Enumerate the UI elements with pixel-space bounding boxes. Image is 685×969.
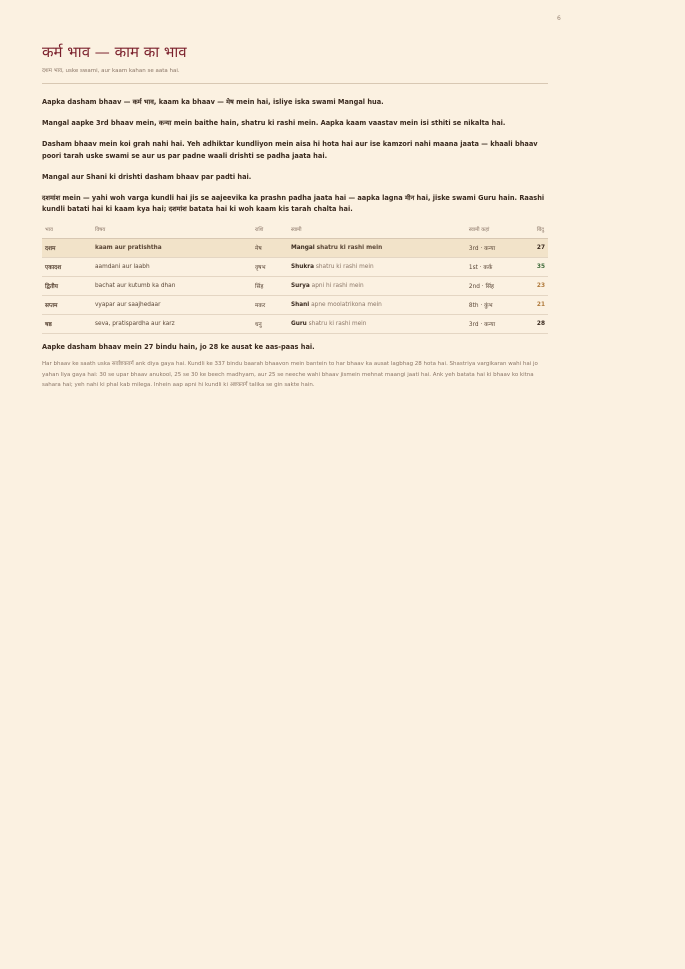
bindu-cell: 28 bbox=[534, 315, 548, 334]
lord-cell bbox=[288, 239, 466, 258]
house-table bbox=[42, 225, 548, 334]
footnote: Har bhaav ke saath uska सर्वाष्टकवर्ग ank diya gaya hai. Kundli ke 337 bindu baarah bhaavon mein bantein to har bhaav ka ausat lagbhag 28 hota hai. Shastriya vargikaran wahi hai jo yahan liya gaya hai: 30 se upar bhaav anukool, 25 se 30 ke beech madhyam, aur 25 se neeche wahi bhaav jismein mehnat maangi jaati hai. Ank yeh batata hai ki bhaav ko kitna sahara hai; yeh nahi ki phal kab milega. Inhein aap apni hi kundli ki अष्टकवर्ग talika se gin sakte hain. bbox=[42, 361, 538, 389]
lord-note: shatru ki rashi mein bbox=[315, 264, 374, 271]
lord-name: Surya bbox=[290, 283, 310, 290]
table-row bbox=[42, 239, 548, 258]
signifies-cell: vyapar aur saajhedaar bbox=[92, 296, 252, 315]
lord-name: Shukra bbox=[290, 264, 314, 271]
house-cell: सप्तम bbox=[42, 296, 92, 315]
table-row bbox=[42, 277, 548, 296]
signifies-cell: kaam aur pratishtha bbox=[92, 239, 252, 258]
lord-note: shatru ki rashi mein bbox=[316, 245, 383, 252]
placement-cell: 8th · कुंभ bbox=[466, 296, 534, 315]
column-header-house: भाव bbox=[42, 225, 92, 239]
bindu-cell: 35 bbox=[534, 258, 548, 277]
page-number: 6 bbox=[557, 15, 561, 22]
lord-note: shatru ki rashi mein bbox=[308, 321, 367, 328]
column-header-lord: स्वामी bbox=[288, 225, 466, 239]
placement-cell: 3rd · कन्या bbox=[466, 315, 534, 334]
column-header-placement: स्वामी कहां bbox=[466, 225, 534, 239]
lord-cell bbox=[288, 296, 466, 315]
page-title: कर्म भाव — काम का भाव bbox=[42, 43, 187, 61]
column-header-signifies: विषय bbox=[92, 225, 252, 239]
house-cell: दशम bbox=[42, 239, 92, 258]
bindu-cell: 27 bbox=[534, 239, 548, 258]
lord-cell bbox=[288, 315, 466, 334]
lord-note: apne moolatrikona mein bbox=[311, 302, 382, 309]
sign-cell: सिंह bbox=[252, 277, 288, 296]
lord-cell bbox=[288, 258, 466, 277]
sign-cell: मेष bbox=[252, 239, 288, 258]
sign-cell: धनु bbox=[252, 315, 288, 334]
column-header-bindu: बिंदु bbox=[534, 225, 548, 239]
lord-note: apni hi rashi mein bbox=[311, 283, 364, 290]
placement-cell: 1st · कर्क bbox=[466, 258, 534, 277]
lord-name: Shani bbox=[290, 302, 310, 309]
sign-cell: मकर bbox=[252, 296, 288, 315]
paragraph: Aapka dasham bhaav — कर्म भाव, kaam ka bhaav — मेष mein hai, isliye iska swami Mangal hua. bbox=[42, 98, 384, 106]
sign-cell: वृषभ bbox=[252, 258, 288, 277]
lord-cell bbox=[288, 277, 466, 296]
header-divider bbox=[42, 83, 548, 84]
signifies-cell: bachat aur kutumb ka dhan bbox=[92, 277, 252, 296]
main-content bbox=[42, 97, 548, 391]
placement-cell: 2nd · सिंह bbox=[466, 277, 534, 296]
paragraph: Mangal aapke 3rd bhaav mein, कन्या mein baithe hain, shatru ki rashi mein. Aapka kaam vaastav mein isi sthiti se nikalta hai. bbox=[42, 119, 506, 128]
house-cell: एकादश bbox=[42, 258, 92, 277]
table-row bbox=[42, 296, 548, 315]
summary-line: Aapke dasham bhaav mein 27 bindu hain, jo 28 ke ausat ke aas-paas hai. bbox=[42, 343, 315, 352]
bindu-cell: 21 bbox=[534, 296, 548, 315]
signifies-cell: seva, pratispardha aur karz bbox=[92, 315, 252, 334]
column-header-sign: राशि bbox=[252, 225, 288, 239]
placement-cell: 3rd · कन्या bbox=[466, 239, 534, 258]
table-row bbox=[42, 258, 548, 277]
page-subtitle: दशम भाव, uske swami, aur kaam kahan se aata hai. bbox=[42, 68, 180, 74]
lord-name: Guru bbox=[290, 321, 307, 328]
house-cell: द्वितीय bbox=[42, 277, 92, 296]
paragraph: Dasham bhaav mein koi grah nahi hai. Yeh adhiktar kundliyon mein aisa hi hota hai aur ise kamzori nahi maana jaata — khaali bhaav poori tarah uske swami se aur us par padne waali drishti se padha jaata hai. bbox=[42, 140, 538, 160]
lord-name: Mangal bbox=[290, 245, 315, 252]
page-header bbox=[42, 42, 548, 84]
house-cell: षष्ठ bbox=[42, 315, 92, 334]
signifies-cell: aamdani aur laabh bbox=[92, 258, 252, 277]
bindu-cell: 23 bbox=[534, 277, 548, 296]
paragraph: Mangal aur Shani ki drishti dasham bhaav par padti hai. bbox=[42, 172, 252, 181]
table-row bbox=[42, 315, 548, 334]
table-header-row bbox=[42, 225, 548, 239]
paragraph: दशमांश mein — yahi woh varga kundli hai jis se aajeevika ka prashn padha jaata hai — aapka lagna मीन hai, jiske swami Guru hain. Raashi kundli batati hai ki kaam kya hai; दशमांश batata hai ki woh kaam kis tarah chalta hai. bbox=[42, 194, 545, 214]
